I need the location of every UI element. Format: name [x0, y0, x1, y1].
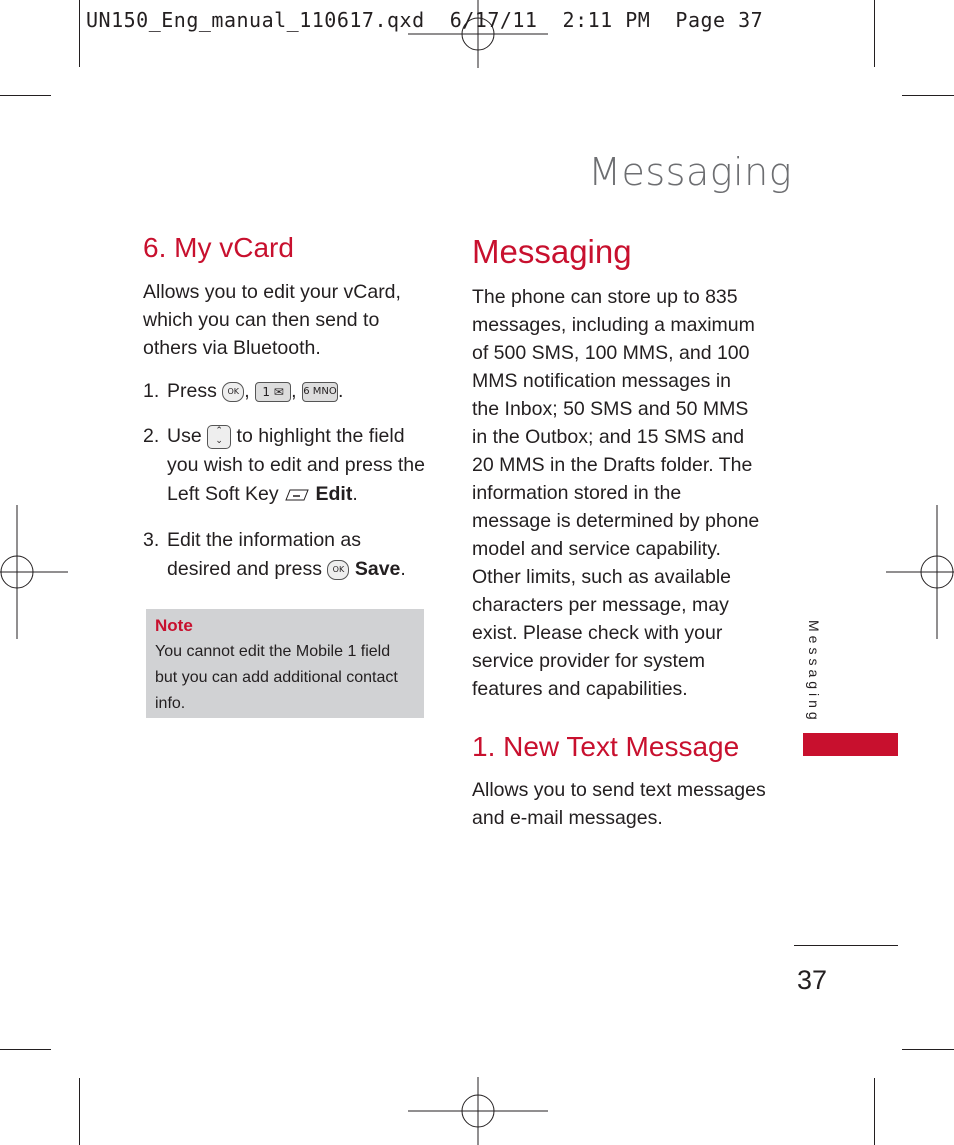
- section-heading-messaging: Messaging: [472, 233, 632, 270]
- left-soft-key-icon: [284, 488, 310, 502]
- key-6-icon: 6 MNO: [302, 382, 338, 402]
- page-number: 37: [797, 965, 828, 995]
- crop-mark: [902, 95, 954, 96]
- text-line: others via Bluetooth.: [143, 337, 321, 359]
- print-slug: UN150_Eng_manual_110617.qxd 6/17/11 2:11 PM Page 37: [86, 8, 764, 32]
- text-line: which you can then send to: [143, 309, 380, 331]
- text-line: info.: [155, 695, 186, 712]
- text-line: in the Outbox; and 15 SMS and: [472, 426, 745, 448]
- step-3: [143, 526, 443, 584]
- ok-key-icon: OK: [222, 382, 244, 402]
- punctuation: .: [400, 558, 406, 580]
- side-section-label: Messaging: [806, 620, 822, 724]
- text-line: MMS notification messages in: [472, 370, 732, 392]
- text-line: Other limits, such as available: [472, 566, 732, 588]
- step-number: 2.: [143, 425, 160, 447]
- text-line: information stored in the: [472, 482, 682, 504]
- vcard-intro: [143, 278, 433, 362]
- ok-key-icon: OK: [327, 560, 349, 580]
- step-line: [143, 480, 443, 509]
- messaging-body: [472, 283, 772, 703]
- crop-mark: [0, 1049, 51, 1050]
- separator: ,: [291, 380, 297, 402]
- text-line: of 500 SMS, 100 MMS, and 100: [472, 342, 750, 364]
- text-line: The phone can store up to 835: [472, 286, 738, 308]
- crop-mark: [874, 1078, 875, 1145]
- note-box: [146, 609, 424, 718]
- step-text: desired and press: [167, 558, 323, 580]
- text-line: the Inbox; 50 SMS and 50 MMS: [472, 398, 749, 420]
- registration-mark-top: [408, 0, 548, 68]
- punctuation: .: [352, 483, 358, 505]
- text-line: messages, including a maximum: [472, 314, 755, 336]
- step-text: you wish to edit and press the: [167, 454, 425, 476]
- new-text-body: [472, 776, 772, 832]
- note-text: [155, 639, 415, 717]
- text-line: service provider for system: [472, 650, 705, 672]
- section-heading-new-text-message: 1. New Text Message: [472, 731, 740, 762]
- text-line: message is determined by phone: [472, 510, 760, 532]
- text-line: Allows you to send text messages: [472, 779, 766, 801]
- navigation-key-icon: ⌃ ⌄: [207, 425, 231, 449]
- punctuation: .: [337, 380, 344, 402]
- text-line: features and capabilities.: [472, 678, 688, 700]
- running-header-title: Messaging: [588, 150, 792, 194]
- crop-mark: [874, 0, 875, 67]
- save-action: Save: [354, 558, 401, 580]
- step-text: Left Soft Key: [167, 483, 279, 505]
- text-line: characters per message, may: [472, 594, 729, 616]
- crop-mark: [79, 1078, 80, 1145]
- note-title: Note: [155, 616, 193, 635]
- crop-mark: [79, 0, 80, 67]
- registration-mark-right: [886, 505, 954, 639]
- crop-mark: [902, 1049, 954, 1050]
- text-line: Allows you to edit your vCard,: [143, 281, 401, 303]
- text-line: exist. Please check with your: [472, 622, 723, 644]
- text-line: You cannot edit the Mobile 1 field: [155, 643, 391, 660]
- step-1: [143, 377, 443, 406]
- step-number: 3.: [143, 529, 160, 551]
- page-number-rule: [794, 945, 898, 946]
- text-line: and e-mail messages.: [472, 807, 663, 829]
- section-tab-marker: [803, 733, 898, 756]
- step-text: Press: [167, 380, 217, 402]
- separator: ,: [244, 380, 250, 402]
- step-2: [143, 422, 443, 509]
- text-line: model and service capability.: [472, 538, 721, 560]
- crop-mark: [0, 95, 51, 96]
- step-number: 1.: [143, 380, 160, 402]
- step-text: Edit the information as: [167, 529, 362, 551]
- section-heading-my-vcard: 6. My vCard: [143, 232, 294, 263]
- step-text: Use: [167, 425, 202, 447]
- registration-mark-bottom: [408, 1077, 548, 1145]
- text-line: 20 MMS in the Drafts folder. The: [472, 454, 753, 476]
- registration-mark-left: [0, 505, 68, 639]
- step-text: to highlight the field: [236, 425, 405, 447]
- edit-action: Edit: [315, 483, 353, 505]
- text-line: but you can add additional contact: [155, 669, 398, 686]
- key-1-icon: 1 ✉: [255, 382, 291, 402]
- step-line: [143, 555, 443, 584]
